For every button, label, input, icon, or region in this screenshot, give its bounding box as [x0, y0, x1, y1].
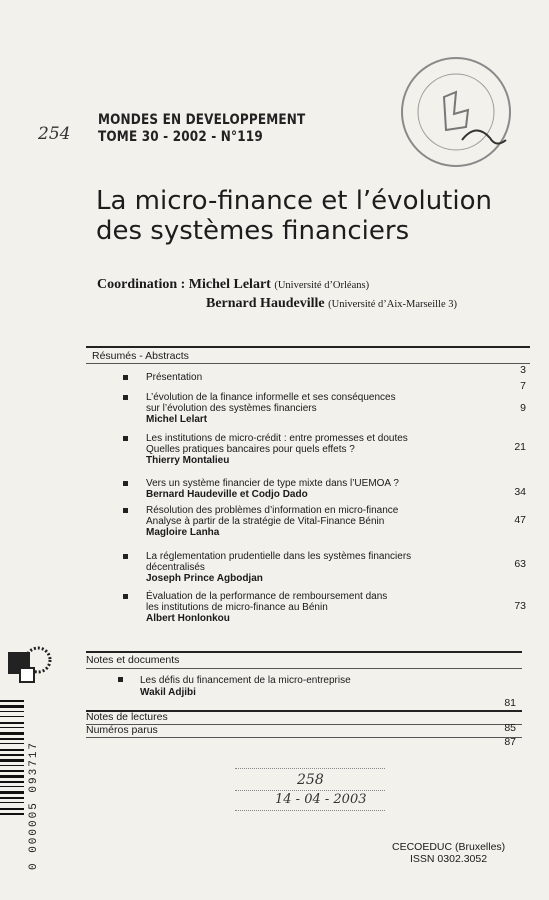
bullet — [123, 508, 128, 513]
barcode-bar — [0, 700, 24, 702]
notes-rule-top — [86, 651, 522, 653]
publisher-logo — [6, 644, 54, 692]
lectures-page: 85 — [504, 722, 516, 734]
library-seal — [396, 52, 516, 172]
notes-article-page: 81 — [504, 697, 516, 709]
article-title-line: Vers un système financier de type mixte dans l’UEMOA ? — [146, 478, 399, 489]
numeros-page: 87 — [504, 736, 516, 748]
barcode-bar — [0, 705, 24, 708]
barcode-bar — [0, 754, 24, 756]
article-author: Joseph Prince Agbodjan — [146, 573, 263, 584]
barcode-bar — [0, 743, 24, 744]
article-author: Magloire Lanha — [146, 527, 220, 538]
abstracts-page: 3 — [520, 364, 526, 376]
article-page: 34 — [514, 486, 526, 498]
coordination-line-2: Bernard Haudeville (Université d’Aix-Marseille 3) — [206, 296, 458, 311]
barcode-bar — [0, 765, 24, 766]
article-title-line: Résolution des problèmes d’information en micro-finance — [146, 505, 399, 516]
barcode-bar — [0, 775, 24, 778]
article-author: Bernard Haudeville et Codjo Dado — [146, 489, 308, 500]
barcode — [0, 700, 24, 876]
stamp-number: 258 — [297, 772, 324, 788]
article-page: 21 — [514, 441, 526, 453]
article-author: Albert Honlonkou — [146, 613, 230, 624]
barcode-bar — [0, 791, 24, 794]
article-title-line: Analyse à partir de la stratégie de Vital-Finance Bénin — [146, 516, 385, 527]
bullet — [123, 481, 128, 486]
publisher-name: CECOEDUC (Bruxelles) — [392, 841, 506, 853]
barcode-bar — [0, 759, 24, 762]
bullet — [123, 375, 128, 380]
barcode-bar — [0, 802, 24, 803]
abstracts-underline — [86, 363, 530, 364]
article-title-line: les institutions de micro-finance au Bénin — [146, 602, 328, 613]
barcode-bar — [0, 727, 24, 728]
barcode-bar — [0, 797, 24, 799]
notes-underline — [86, 668, 522, 669]
article-title-line: Quelles pratiques bancaires pour quels effets ? — [146, 444, 355, 455]
barcode-bar — [0, 808, 24, 810]
journal-header — [98, 112, 305, 146]
bullet — [123, 554, 128, 559]
registration-stamp — [235, 740, 425, 830]
journal-issue: TOME 30 - 2002 - N°119 — [98, 129, 263, 145]
barcode-bar — [0, 716, 24, 717]
lectures-label: Notes de lectures — [86, 711, 168, 723]
article-page: 7 — [520, 380, 526, 392]
article-page: 73 — [514, 600, 526, 612]
barcode-bar — [0, 770, 24, 772]
article-page: 47 — [514, 514, 526, 526]
journal-name: MONDES EN DEVELOPPEMENT — [98, 112, 306, 128]
page-title: La micro-finance et l’évolution des systèmes financiers — [96, 186, 492, 246]
notes-article-author: Wakil Adjibi — [140, 687, 196, 698]
coordination-line-1: Coordination : Michel Lelart (Université d’Orléans) — [97, 277, 370, 292]
notes-article-title: Les défis du financement de la micro-entreprise — [140, 675, 351, 686]
article-author: Michel Lelart — [146, 414, 208, 425]
issn: ISSN 0302.3052 — [410, 853, 488, 865]
barcode-bar — [0, 722, 24, 724]
article-page: 9 — [520, 402, 526, 414]
barcode-bar — [0, 732, 24, 735]
barcode-bar — [0, 781, 24, 783]
article-title-line: Évaluation de la performance de remboursement dans — [146, 591, 388, 602]
barcode-bar — [0, 738, 24, 740]
article-title-line: Les institutions de micro-crédit : entre promesses et doutes — [146, 433, 408, 444]
barcode-bar — [0, 786, 24, 787]
article-page: 63 — [514, 558, 526, 570]
numeros-label: Numéros parus — [86, 724, 158, 736]
article-title-line: L’évolution de la finance informelle et ses conséquences — [146, 392, 396, 403]
article-title-line: décentralisés — [146, 562, 205, 573]
stamp-date: 14 - 04 - 2003 — [275, 792, 367, 807]
notes-label: Notes et documents — [86, 654, 180, 666]
bullet — [123, 395, 128, 400]
numeros-underline — [86, 737, 522, 738]
handwritten-number: 254 — [38, 124, 71, 144]
section-rule-top — [86, 346, 530, 348]
article-title-line: sur l’évolution des systèmes financiers — [146, 403, 317, 414]
bullet — [118, 677, 123, 682]
barcode-bar — [0, 813, 24, 815]
barcode-bar — [0, 749, 24, 751]
barcode-digits: 0 000005 093717 — [28, 740, 40, 870]
article-title-line: La réglementation prudentielle dans les systèmes financiers — [146, 551, 412, 562]
abstracts-label: Résumés - Abstracts — [92, 350, 189, 362]
bullet — [123, 594, 128, 599]
article-title-line: Présentation — [146, 372, 203, 383]
bullet — [123, 436, 128, 441]
article-author: Thierry Montalieu — [146, 455, 230, 466]
barcode-bar — [0, 711, 24, 712]
